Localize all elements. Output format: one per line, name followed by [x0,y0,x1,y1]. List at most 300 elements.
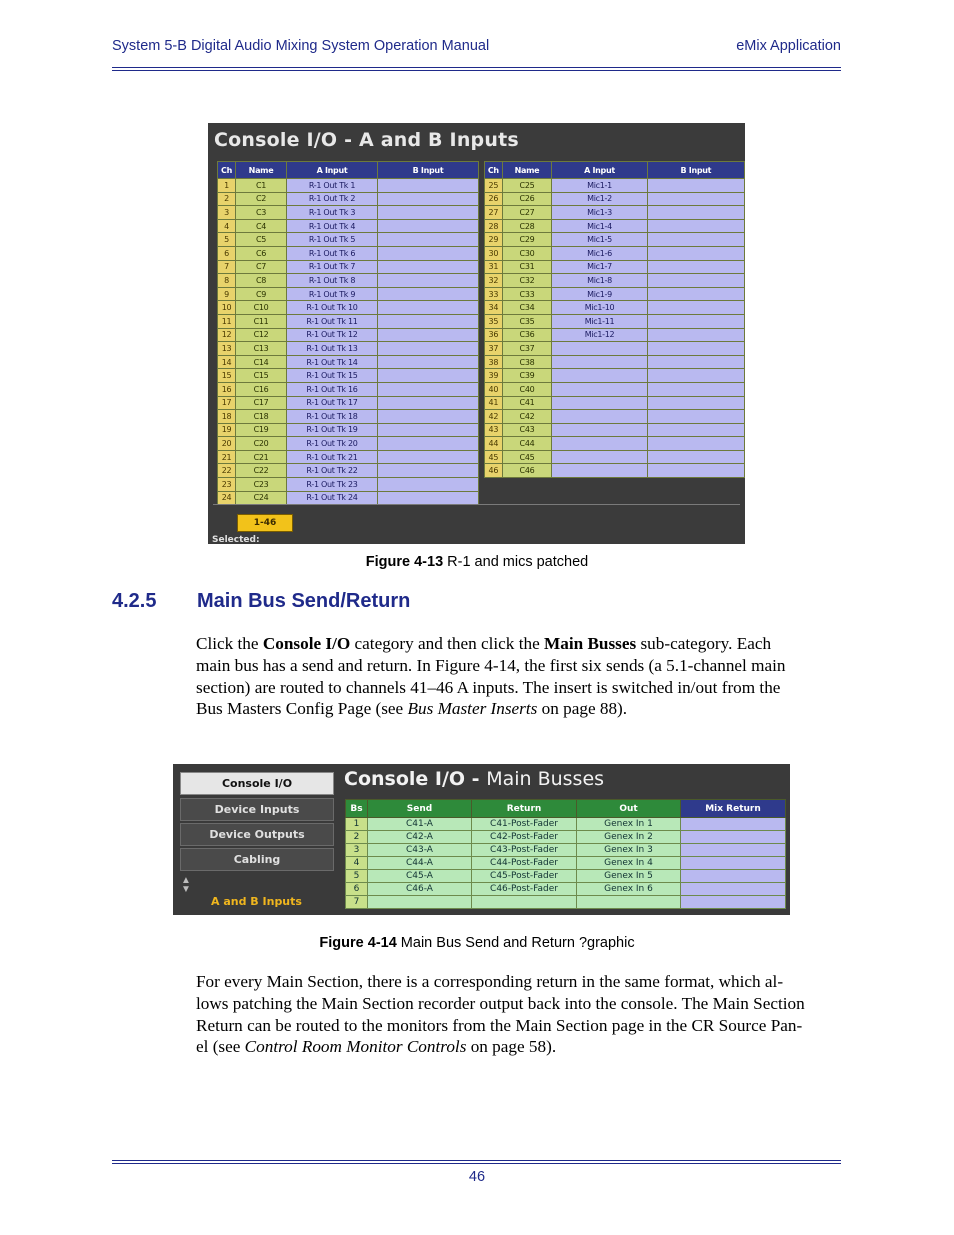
cell-a-input: Mic1-2 [552,192,647,206]
cell-send: C46-A [368,883,472,896]
table-row[interactable] [346,870,786,883]
table-row[interactable] [485,437,745,451]
table-row[interactable] [218,328,479,342]
cell-ch: 34 [485,301,503,315]
table-row[interactable] [346,857,786,870]
divider [213,504,740,505]
cell-name: C14 [236,355,287,369]
cell-ch: 45 [485,450,503,464]
cell-ch: 37 [485,342,503,356]
xref-control-room-monitor-controls[interactable]: Control Room Monitor Controls [244,1037,467,1057]
cell-b-input [378,301,479,315]
cell-ch: 43 [485,423,503,437]
cell-name: C46 [502,464,552,478]
cell-b-input [378,342,479,356]
table-row[interactable] [346,831,786,844]
cell-ch: 39 [485,369,503,383]
table-row[interactable] [218,342,479,356]
cell-a-input: Mic1-11 [552,314,647,328]
cell-b-input [378,287,479,301]
cell-bs: 6 [346,883,368,896]
running-header-title: System 5-B Digital Audio Mixing System Operation Manual [112,38,490,54]
cell-return [472,896,577,909]
cell-name: C37 [502,342,552,356]
para-line: main bus has a send and return. In Figure 4-14, the first six sends (a 5.1-channel main [196,655,786,675]
cell-b-input [378,410,479,424]
cell-out [577,896,681,909]
cell-name: C23 [236,478,287,492]
cell-b-input [647,382,744,396]
cell-name: C17 [236,396,287,410]
table-row[interactable] [485,246,745,260]
table-row[interactable] [485,450,745,464]
cell-name: C33 [502,287,552,301]
table-header-row [346,800,786,818]
cell-return: C46-Post-Fader [472,883,577,896]
cell-name: C43 [502,423,552,437]
cell-name: C9 [236,287,287,301]
cell-b-input [647,206,744,220]
channels-table-left [217,161,479,505]
cell-a-input: Mic1-1 [552,179,647,193]
cell-name: C40 [502,382,552,396]
cell-name: C29 [502,233,552,247]
table-row[interactable] [218,410,479,424]
cell-ch: 29 [485,233,503,247]
cell-b-input [647,301,744,315]
scroll-arrows-icon[interactable]: ▲ ▼ [181,875,191,895]
cell-out: Genex In 6 [577,883,681,896]
table-row[interactable] [485,342,745,356]
cell-ch: 5 [218,233,236,247]
table-row[interactable] [346,844,786,857]
cell-name: C34 [502,301,552,315]
cell-name: C21 [236,450,287,464]
cell-ch: 6 [218,246,236,260]
table-row[interactable] [485,219,745,233]
cell-bs: 7 [346,896,368,909]
cell-b-input [378,179,479,193]
cell-a-input: Mic1-5 [552,233,647,247]
cell-name: C7 [236,260,287,274]
cell-return: C44-Post-Fader [472,857,577,870]
col-ch: Ch [485,162,503,179]
cell-mix-return [681,857,786,870]
cell-a-input: Mic1-6 [552,246,647,260]
cell-bs: 4 [346,857,368,870]
cell-b-input [647,192,744,206]
cell-bs: 1 [346,818,368,831]
cell-name: C19 [236,423,287,437]
cell-ch: 21 [218,450,236,464]
cell-a-input: Mic1-8 [552,274,647,288]
cell-b-input [378,355,479,369]
table-row[interactable] [485,396,745,410]
cell-name: C2 [236,192,287,206]
cell-b-input [378,450,479,464]
cell-name: C10 [236,301,287,315]
cell-a-input [552,369,647,383]
xref-bus-master-inserts[interactable]: Bus Master Inserts [407,699,538,719]
cell-a-input: R-1 Out Tk 4 [287,219,378,233]
cell-ch: 44 [485,437,503,451]
cell-b-input [647,260,744,274]
cell-ch: 40 [485,382,503,396]
table-row[interactable] [485,260,745,274]
cell-b-input [647,464,744,478]
table-row[interactable] [218,287,479,301]
cell-name: C30 [502,246,552,260]
cell-ch: 20 [218,437,236,451]
sidebar-item-device-inputs[interactable]: Device Inputs [180,798,334,821]
section-title: Main Bus Send/Return [197,590,411,612]
cell-a-input: Mic1-9 [552,287,647,301]
cell-name: C24 [236,491,287,505]
cell-name: C11 [236,314,287,328]
col-b-input: B Input [378,162,479,179]
cell-b-input [647,342,744,356]
para-line: Bus Masters Config Page (see Bus Master Inserts on page 88). [196,699,628,719]
cell-return: C41-Post-Fader [472,818,577,831]
header-rule [112,67,841,68]
table-row[interactable] [218,437,479,451]
paragraph-main-section-return [196,971,842,1058]
cell-a-input: Mic1-7 [552,260,647,274]
cell-name: C1 [236,179,287,193]
cell-b-input [647,219,744,233]
table-row[interactable] [485,382,745,396]
cell-mix-return [681,896,786,909]
cell-b-input [378,219,479,233]
cell-ch: 17 [218,396,236,410]
cell-send: C44-A [368,857,472,870]
col-mix-return: Mix Return [681,800,786,818]
channels-table-right [484,161,745,478]
paragraph-main-bus [196,633,842,720]
cell-ch: 36 [485,328,503,342]
cell-a-input: R-1 Out Tk 10 [287,301,378,315]
table-row[interactable] [485,233,745,247]
cell-ch: 46 [485,464,503,478]
col-a-input: A Input [552,162,647,179]
cell-b-input [378,274,479,288]
cell-b-input [647,423,744,437]
table-row[interactable] [485,179,745,193]
table-row[interactable] [218,233,479,247]
cell-mix-return [681,870,786,883]
cell-ch: 33 [485,287,503,301]
cell-ch: 23 [218,478,236,492]
cell-b-input [378,437,479,451]
table-row[interactable] [485,206,745,220]
figure-console-io-main-busses [173,764,790,915]
cell-ch: 13 [218,342,236,356]
para-line: Click the Console I/O category and then click the Main Busses sub-category. Each [196,634,772,653]
col-bs: Bs [346,800,368,818]
cell-name: C42 [502,410,552,424]
cell-b-input [378,314,479,328]
table-row[interactable] [218,450,479,464]
cell-name: C38 [502,355,552,369]
cell-a-input: R-1 Out Tk 12 [287,328,378,342]
cell-name: C3 [236,206,287,220]
table-row[interactable] [346,896,786,909]
cell-a-input: Mic1-12 [552,328,647,342]
cell-ch: 10 [218,301,236,315]
cell-b-input [378,192,479,206]
figure-caption-1 [0,554,954,570]
cell-b-input [378,206,479,220]
cell-a-input [552,342,647,356]
sidebar-item-console-io[interactable]: Console I/O [180,772,334,795]
para-line: section) are routed to channels 41–46 A inputs. The insert is switched in/out from the [196,677,781,697]
cell-a-input: R-1 Out Tk 15 [287,369,378,383]
cell-a-input: R-1 Out Tk 22 [287,464,378,478]
table-row[interactable] [218,396,479,410]
caption-label: Figure 4-14 [319,935,397,951]
cell-name: C36 [502,328,552,342]
cell-b-input [647,314,744,328]
term-main-busses: Main Busses [544,634,637,653]
table-row[interactable] [346,818,786,831]
cell-ch: 15 [218,369,236,383]
table-row[interactable] [485,410,745,424]
table-row[interactable] [218,314,479,328]
table-row[interactable] [346,883,786,896]
cell-send: C45-A [368,870,472,883]
section-number: 4.2.5 [112,590,157,612]
table-row[interactable] [218,491,479,505]
cell-ch: 30 [485,246,503,260]
cell-a-input: R-1 Out Tk 6 [287,246,378,260]
cell-b-input [378,396,479,410]
cell-return: C42-Post-Fader [472,831,577,844]
cell-ch: 31 [485,260,503,274]
cell-b-input [647,179,744,193]
table-row[interactable] [485,328,745,342]
cell-a-input: R-1 Out Tk 14 [287,355,378,369]
caption-label: Figure 4-13 [365,554,444,570]
cell-ch: 22 [218,464,236,478]
cell-out: Genex In 4 [577,857,681,870]
cell-mix-return [681,883,786,896]
cell-name: C5 [236,233,287,247]
cell-ch: 32 [485,274,503,288]
cell-ch: 19 [218,423,236,437]
table-row[interactable] [218,179,479,193]
table-row[interactable] [218,206,479,220]
cell-ch: 1 [218,179,236,193]
cell-return: C43-Post-Fader [472,844,577,857]
table-row[interactable] [218,274,479,288]
table-row[interactable] [218,382,479,396]
cell-a-input: R-1 Out Tk 23 [287,478,378,492]
cell-ch: 11 [218,314,236,328]
sidebar-item-a-and-b-inputs[interactable]: A and B Inputs [211,895,302,908]
col-name: Name [502,162,552,179]
table-row[interactable] [218,355,479,369]
cell-return: C45-Post-Fader [472,870,577,883]
figure-console-io-a-b-inputs [208,123,745,544]
cell-ch: 38 [485,355,503,369]
cell-b-input [378,423,479,437]
col-name: Name [236,162,287,179]
table-header-row [485,162,745,179]
cell-a-input: R-1 Out Tk 9 [287,287,378,301]
running-header-section: eMix Application [736,38,841,54]
cell-name: C39 [502,369,552,383]
cell-a-input: R-1 Out Tk 1 [287,179,378,193]
col-return: Return [472,800,577,818]
cell-ch: 25 [485,179,503,193]
cell-a-input: R-1 Out Tk 18 [287,410,378,424]
cell-a-input [552,450,647,464]
cell-a-input: R-1 Out Tk 19 [287,423,378,437]
cell-bs: 3 [346,844,368,857]
cell-a-input: R-1 Out Tk 3 [287,206,378,220]
cell-mix-return [681,831,786,844]
cell-ch: 28 [485,219,503,233]
para-line: For every Main Section, there is a corresponding return in the same format, which al- [196,972,784,991]
table-row[interactable] [485,301,745,315]
cell-b-input [378,369,479,383]
col-ch: Ch [218,162,236,179]
cell-b-input [378,233,479,247]
cell-b-input [647,396,744,410]
cell-name: C16 [236,382,287,396]
table-row[interactable] [485,314,745,328]
cell-out: Genex In 3 [577,844,681,857]
table-row[interactable] [218,246,479,260]
figure-title: Console I/O - A and B Inputs [214,129,519,151]
cell-b-input [647,410,744,424]
cell-a-input [552,437,647,451]
para-line: lows patching the Main Section recorder output back into the console. The Main Section [196,993,805,1013]
cell-ch: 42 [485,410,503,424]
cell-b-input [378,382,479,396]
cell-b-input [647,450,744,464]
cell-a-input: R-1 Out Tk 11 [287,314,378,328]
cell-b-input [647,355,744,369]
cell-ch: 18 [218,410,236,424]
cell-name: C26 [502,192,552,206]
cell-b-input [647,437,744,451]
cell-name: C13 [236,342,287,356]
cell-a-input: R-1 Out Tk 8 [287,274,378,288]
selected-label: Selected: [212,535,260,544]
table-row[interactable] [485,274,745,288]
cell-a-input: Mic1-3 [552,206,647,220]
cell-a-input: R-1 Out Tk 24 [287,491,378,505]
table-row[interactable] [485,192,745,206]
table-row[interactable] [218,192,479,206]
cell-send: C41-A [368,818,472,831]
cell-a-input [552,410,647,424]
cell-name: C8 [236,274,287,288]
col-a-input: A Input [287,162,378,179]
cell-ch: 4 [218,219,236,233]
page-number: 46 [468,1169,486,1185]
cell-name: C41 [502,396,552,410]
cell-a-input: R-1 Out Tk 5 [287,233,378,247]
table-row[interactable] [485,423,745,437]
para-line: el (see Control Room Monitor Controls on page 58). [196,1037,557,1057]
cell-ch: 9 [218,287,236,301]
cell-ch: 3 [218,206,236,220]
table-row[interactable] [485,287,745,301]
cell-a-input: Mic1-4 [552,219,647,233]
cell-a-input: R-1 Out Tk 21 [287,450,378,464]
table-row[interactable] [218,219,479,233]
cell-out: Genex In 5 [577,870,681,883]
cell-a-input [552,396,647,410]
cell-name: C12 [236,328,287,342]
cell-a-input: R-1 Out Tk 13 [287,342,378,356]
cell-a-input: R-1 Out Tk 2 [287,192,378,206]
cell-bs: 2 [346,831,368,844]
cell-ch: 26 [485,192,503,206]
table-row[interactable] [218,301,479,315]
cell-ch: 12 [218,328,236,342]
caption-text: R-1 and mics patched [443,554,589,570]
cell-name: C4 [236,219,287,233]
table-row[interactable] [485,355,745,369]
cell-a-input: R-1 Out Tk 7 [287,260,378,274]
cell-ch: 8 [218,274,236,288]
cell-a-input: R-1 Out Tk 16 [287,382,378,396]
table-row[interactable] [218,369,479,383]
sidebar-item-cabling[interactable]: Cabling [180,848,334,871]
cell-a-input: Mic1-10 [552,301,647,315]
cell-a-input: R-1 Out Tk 20 [287,437,378,451]
table-row[interactable] [485,369,745,383]
cell-name: C35 [502,314,552,328]
term-console-io: Console I/O [262,634,351,653]
cell-b-input [647,287,744,301]
cell-b-input [647,246,744,260]
table-row[interactable] [218,478,479,492]
cell-name: C18 [236,410,287,424]
figure-title: Console I/O - Main Busses [344,768,605,790]
cell-a-input [552,464,647,478]
sidebar-item-device-outputs[interactable]: Device Outputs [180,823,334,846]
cell-a-input: R-1 Out Tk 17 [287,396,378,410]
cell-name: C45 [502,450,552,464]
cell-name: C32 [502,274,552,288]
cell-ch: 35 [485,314,503,328]
cell-a-input [552,382,647,396]
cell-send: C43-A [368,844,472,857]
cell-a-input [552,355,647,369]
range-button[interactable]: 1-46 [237,514,293,532]
cell-b-input [378,491,479,505]
cell-b-input [647,369,744,383]
cell-b-input [378,328,479,342]
table-row[interactable] [485,464,745,478]
cell-b-input [647,274,744,288]
table-row[interactable] [218,260,479,274]
table-row[interactable] [218,423,479,437]
cell-name: C25 [502,179,552,193]
table-row[interactable] [218,464,479,478]
cell-mix-return [681,818,786,831]
cell-mix-return [681,844,786,857]
col-out: Out [577,800,681,818]
footer-rule-2 [112,1163,841,1164]
para-line: Return can be routed to the monitors from the Main Section page in the CR Source Pan- [196,1015,803,1035]
main-busses-table [345,799,786,909]
cell-ch: 2 [218,192,236,206]
